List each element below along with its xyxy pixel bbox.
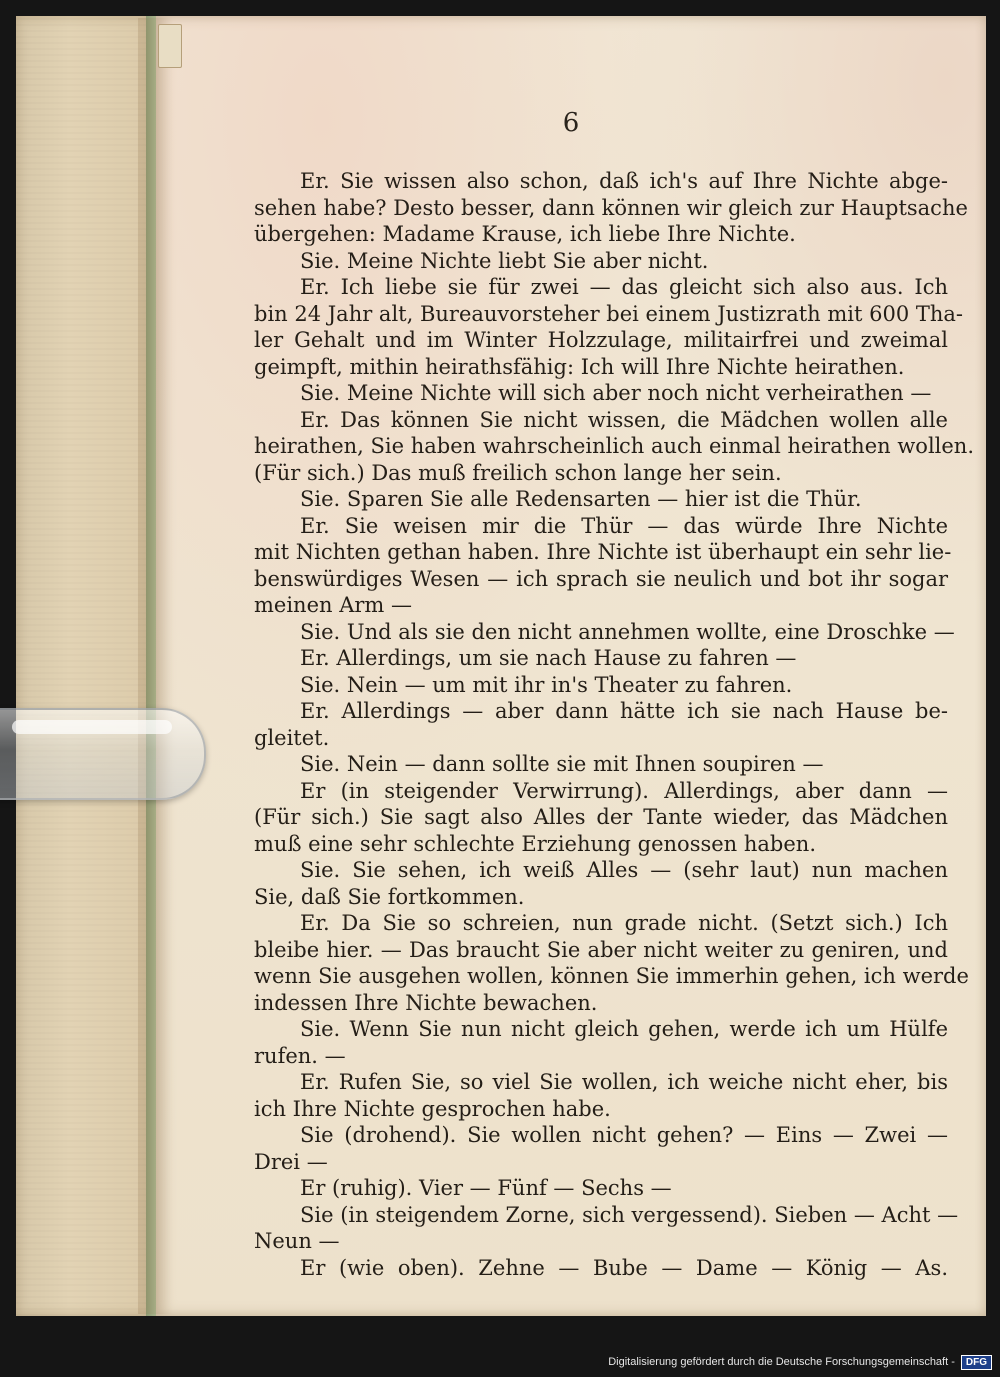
- footer-caption: Digitalisierung gefördert durch die Deutsche Forschungsgemeinschaft -: [608, 1356, 955, 1368]
- text-line: mit Nichten gethan haben. Ihre Nichte ist überhaupt ein sehr lie-: [254, 540, 952, 564]
- text-line: Sie. Sie sehen, ich weiß Alles — (sehr laut) nun machen: [300, 858, 948, 882]
- text-line: Sie. Meine Nichte will sich aber noch nicht verheirathen —: [300, 381, 932, 405]
- text-line: Drei —: [254, 1149, 328, 1174]
- page-text: [254, 168, 974, 1281]
- text-line: benswürdiges Wesen — ich sprach sie neulich und bot ihr sogar: [254, 566, 948, 591]
- text-line: Sie. Nein — dann sollte sie mit Ihnen soupiren —: [300, 752, 824, 776]
- gutter-shadow: [138, 18, 182, 1314]
- text-line: Er (in steigender Verwirrung). Allerdings, aber dann —: [300, 778, 948, 803]
- book-cover-board: [16, 16, 153, 1316]
- page-holder-clip: [0, 708, 206, 800]
- text-line: Er. Sie weisen mir die Thür — das würde Ihre Nichte: [300, 513, 948, 538]
- book-page: [156, 16, 986, 1316]
- text-line: Neun —: [254, 1229, 340, 1253]
- text-line: Sie. Wenn Sie nun nicht gleich gehen, werde ich um Hülfe: [300, 1017, 948, 1041]
- text-line: ich Ihre Nichte gesprochen habe.: [254, 1096, 611, 1121]
- text-line: Er. Da Sie so schreien, nun grade nicht. (Setzt sich.) Ich: [300, 911, 948, 935]
- text-line: Sie (in steigendem Zorne, sich vergessend). Sieben — Acht —: [300, 1202, 959, 1227]
- text-line: Er. Rufen Sie, so viel Sie wollen, ich weiche nicht eher, bis: [300, 1070, 948, 1094]
- text-line: wenn Sie ausgehen wollen, können Sie immerhin gehen, ich werde: [254, 964, 969, 988]
- text-line: Er. Sie wissen also schon, daß ich's auf Ihre Nichte abge-: [300, 169, 948, 193]
- text-line: muß eine sehr schlechte Erziehung genossen haben.: [254, 831, 816, 856]
- text-line: gleitet.: [254, 725, 330, 750]
- text-line: bleibe hier. — Das braucht Sie aber nicht weiter zu geniren, und: [254, 937, 948, 962]
- text-line: Sie. Meine Nichte liebt Sie aber nicht.: [300, 248, 709, 273]
- text-line: Er. Allerdings — aber dann hätte ich sie nach Hause be-: [300, 699, 948, 723]
- text-line: (Für sich.) Das muß freilich schon lange her sein.: [254, 460, 782, 485]
- clip-highlight: [12, 720, 172, 734]
- board-texture: [16, 16, 150, 1316]
- text-line: ler Gehalt und im Winter Holzzulage, militairfrei und zweimal: [254, 328, 948, 352]
- text-line: bin 24 Jahr alt, Bureauvorsteher bei einem Justizrath mit 600 Tha-: [254, 301, 964, 326]
- text-line: heirathen, Sie haben wahrscheinlich auch einmal heirathen wollen.: [254, 434, 974, 458]
- text-line: Sie (drohend). Sie wollen nicht gehen? — Eins — Zwei —: [300, 1123, 948, 1147]
- text-line: Er. Allerdings, um sie nach Hause zu fahren —: [300, 646, 797, 670]
- text-line: indessen Ihre Nichte bewachen.: [254, 990, 598, 1015]
- text-line: sehen habe? Desto besser, dann können wir gleich zur Hauptsache: [254, 195, 968, 220]
- text-line: Er (wie oben). Zehne — Bube — Dame — König — As.: [300, 1255, 948, 1280]
- text-line: Er. Das können Sie nicht wissen, die Mädchen wollen alle: [300, 407, 948, 432]
- page-number: 6: [562, 108, 580, 138]
- text-line: Sie. Sparen Sie alle Redensarten — hier ist die Thür.: [300, 487, 862, 511]
- digitization-footer: [608, 1353, 992, 1371]
- paper-tab: [158, 24, 182, 68]
- text-line: (Für sich.) Sie sagt also Alles der Tante wieder, das Mädchen: [254, 805, 948, 829]
- text-line: Er. Ich liebe sie für zwei — das gleicht sich also aus. Ich: [300, 275, 948, 299]
- text-line: rufen. —: [254, 1043, 346, 1068]
- text-line: Sie, daß Sie fortkommen.: [254, 884, 525, 909]
- text-line: geimpft, mithin heirathsfähig: Ich will Ihre Nichte heirathen.: [254, 354, 905, 379]
- text-line: meinen Arm —: [254, 593, 413, 617]
- text-line: Er (ruhig). Vier — Fünf — Sechs —: [300, 1176, 672, 1200]
- dfg-logo: DFG: [961, 1355, 992, 1370]
- text-line: übergehen: Madame Krause, ich liebe Ihre Nichte.: [254, 222, 796, 246]
- text-line: Sie. Und als sie den nicht annehmen wollte, eine Droschke —: [300, 619, 955, 644]
- text-line: Sie. Nein — um mit ihr in's Theater zu fahren.: [300, 672, 793, 697]
